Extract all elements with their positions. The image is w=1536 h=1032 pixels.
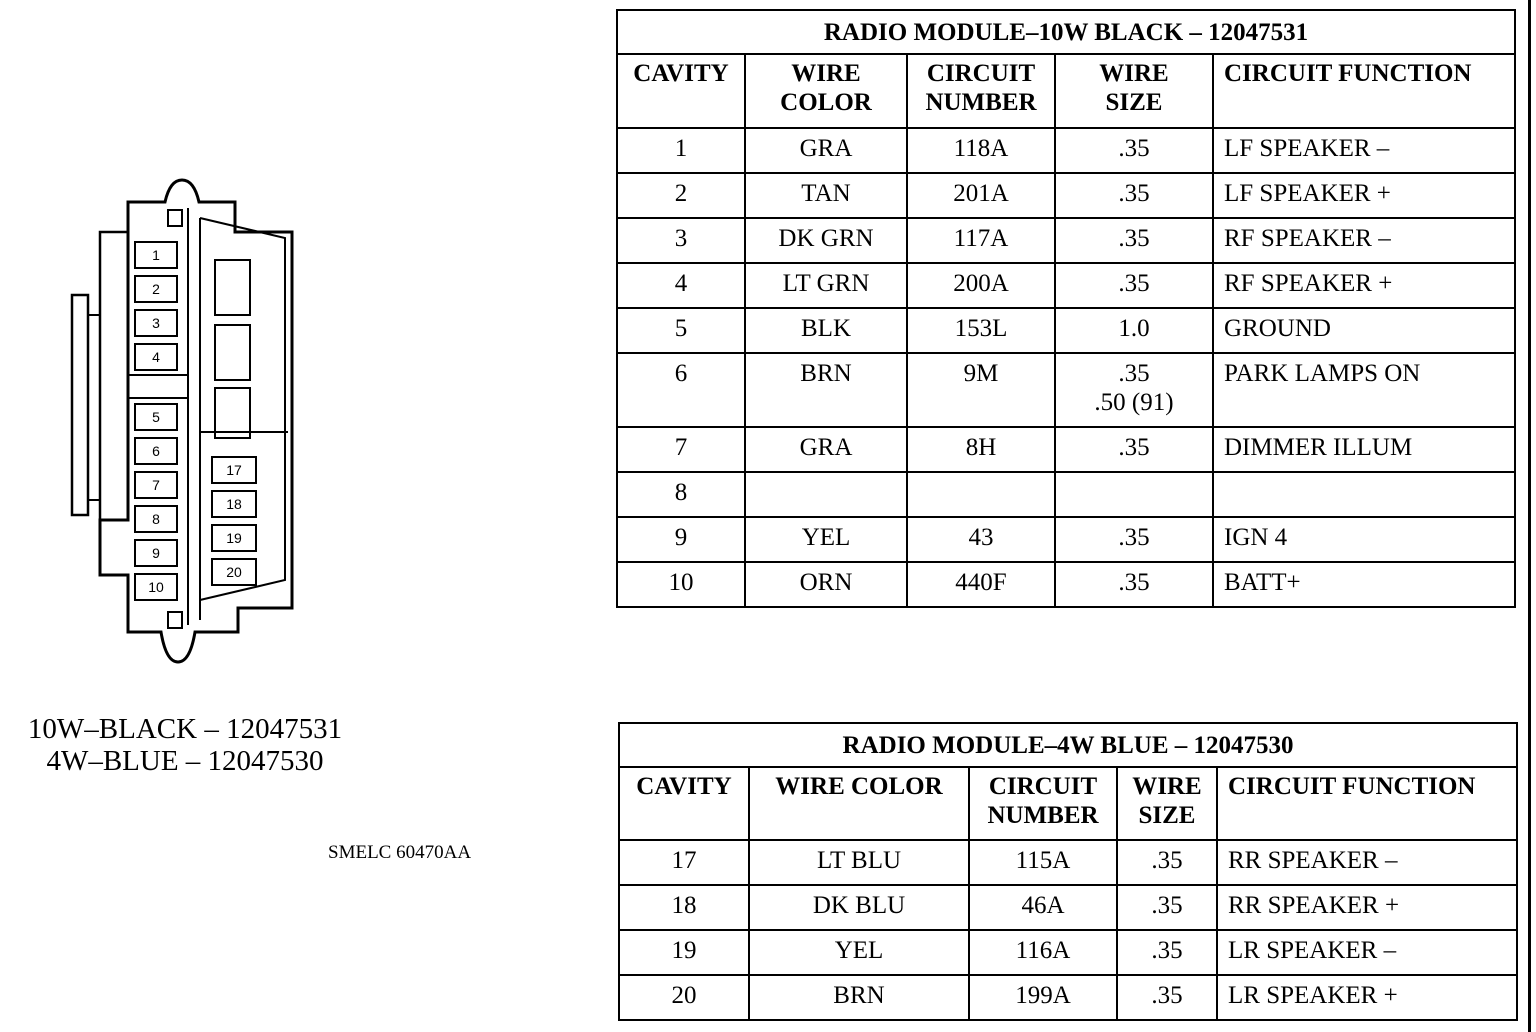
cell-circuit-number: 46A <box>969 885 1117 930</box>
cell-cavity: 18 <box>619 885 749 930</box>
cell-wire-size: .35 .50 (91) <box>1055 353 1213 427</box>
cell-cavity: 20 <box>619 975 749 1020</box>
table-row <box>617 517 1515 562</box>
connector-pin <box>135 540 177 566</box>
cell-circuit-function: LF SPEAKER – <box>1213 128 1515 173</box>
cell-wire-size: .35 <box>1055 128 1213 173</box>
cell-wire-size <box>1055 472 1213 517</box>
cell-wire-color: GRA <box>745 128 907 173</box>
table-row <box>617 472 1515 517</box>
cell-circuit-function: DIMMER ILLUM <box>1213 427 1515 472</box>
cell-wire-color: ORN <box>745 562 907 607</box>
cell-wire-size: .35 <box>1055 562 1213 607</box>
cell-wire-size: .35 <box>1117 885 1217 930</box>
cell-circuit-number: 117A <box>907 218 1055 263</box>
cell-wire-size: .35 <box>1055 517 1213 562</box>
table-row <box>619 840 1517 885</box>
cell-wire-size: .35 <box>1055 263 1213 308</box>
cell-wire-color: LT BLU <box>749 840 969 885</box>
cell-circuit-function: PARK LAMPS ON <box>1213 353 1515 427</box>
cell-circuit-number: 116A <box>969 930 1117 975</box>
cell-cavity: 3 <box>617 218 745 263</box>
connector-pin <box>135 404 177 430</box>
cell-circuit-function: GROUND <box>1213 308 1515 353</box>
connector-diagram <box>60 170 310 670</box>
cell-circuit-function: RR SPEAKER + <box>1217 885 1517 930</box>
cell-cavity: 7 <box>617 427 745 472</box>
cell-wire-color: BRN <box>745 353 907 427</box>
cell-wire-color: DK BLU <box>749 885 969 930</box>
connector-pin-label: 9 <box>152 545 160 561</box>
cell-circuit-function <box>1213 472 1515 517</box>
legend-4w-blue: 4W–BLUE – 12047530 <box>46 745 324 777</box>
connector-pin-label: 1 <box>152 247 160 263</box>
header-wire-size: WIRE SIZE <box>1117 767 1217 840</box>
cell-wire-color: DK GRN <box>745 218 907 263</box>
cell-wire-size: .35 <box>1117 840 1217 885</box>
connector-pin <box>135 242 177 268</box>
connector-pin <box>135 438 177 464</box>
cell-cavity: 10 <box>617 562 745 607</box>
table-row <box>617 128 1515 173</box>
cell-wire-color: YEL <box>749 930 969 975</box>
cell-circuit-function: BATT+ <box>1213 562 1515 607</box>
cell-circuit-number: 115A <box>969 840 1117 885</box>
cell-wire-color: YEL <box>745 517 907 562</box>
cell-cavity: 8 <box>617 472 745 517</box>
connector-pin-label: 18 <box>226 496 242 512</box>
connector-pin <box>135 310 177 336</box>
cell-wire-color: GRA <box>745 427 907 472</box>
header-wire-color: WIRE COLOR <box>749 767 969 840</box>
cell-wire-color: TAN <box>745 173 907 218</box>
connector-pin-label: 7 <box>152 477 160 493</box>
cell-cavity: 1 <box>617 128 745 173</box>
connector-pin <box>135 506 177 532</box>
cell-circuit-function: RR SPEAKER – <box>1217 840 1517 885</box>
cell-circuit-number: 43 <box>907 517 1055 562</box>
cell-circuit-number: 199A <box>969 975 1117 1020</box>
connector-pin <box>135 344 177 370</box>
cell-wire-size: 1.0 <box>1055 308 1213 353</box>
connector-pin-label: 5 <box>152 409 160 425</box>
cell-circuit-number: 9M <box>907 353 1055 427</box>
cell-circuit-number: 153L <box>907 308 1055 353</box>
cell-circuit-number: 118A <box>907 128 1055 173</box>
connector-pin-label: 19 <box>226 530 242 546</box>
cell-circuit-function: LR SPEAKER + <box>1217 975 1517 1020</box>
table-row <box>619 885 1517 930</box>
header-circuit-function: CIRCUIT FUNCTION <box>1213 54 1515 128</box>
connector-pin <box>212 457 256 483</box>
table-title: RADIO MODULE–4W BLUE – 12047530 <box>619 723 1517 767</box>
connector-pin-label: 20 <box>226 564 242 580</box>
cell-wire-size: .35 <box>1055 218 1213 263</box>
table-row <box>617 308 1515 353</box>
cell-circuit-function: RF SPEAKER – <box>1213 218 1515 263</box>
header-circuit-function: CIRCUIT FUNCTION <box>1217 767 1517 840</box>
connector-pin <box>212 525 256 551</box>
connector-pin <box>212 559 256 585</box>
cell-wire-color: BLK <box>745 308 907 353</box>
connector-pin-label: 3 <box>152 315 160 331</box>
header-cavity: CAVITY <box>619 767 749 840</box>
cell-wire-size: .35 <box>1055 427 1213 472</box>
cell-circuit-number <box>907 472 1055 517</box>
cell-circuit-number: 201A <box>907 173 1055 218</box>
table-row <box>617 173 1515 218</box>
connector-pin <box>212 491 256 517</box>
header-wire-color: WIRE COLOR <box>745 54 907 128</box>
cell-wire-color: LT GRN <box>745 263 907 308</box>
header-wire-size: WIRE SIZE <box>1055 54 1213 128</box>
table-10w-black <box>616 9 1516 608</box>
drawing-code: SMELC 60470AA <box>328 842 472 863</box>
cell-circuit-function: IGN 4 <box>1213 517 1515 562</box>
connector-pin <box>135 276 177 302</box>
table-title: RADIO MODULE–10W BLACK – 12047531 <box>617 10 1515 54</box>
connector-pin-label: 10 <box>148 579 164 595</box>
cell-cavity: 17 <box>619 840 749 885</box>
table-row <box>619 930 1517 975</box>
connector-pin-label: 8 <box>152 511 160 527</box>
connector-pin-label: 4 <box>152 349 160 365</box>
legend-10w-black: 10W–BLACK – 12047531 <box>27 713 343 745</box>
connector-pin-label: 6 <box>152 443 160 459</box>
table-row <box>617 562 1515 607</box>
table-row <box>617 353 1515 427</box>
cell-circuit-function: LF SPEAKER + <box>1213 173 1515 218</box>
cell-wire-size: .35 <box>1117 975 1217 1020</box>
cell-circuit-number: 8H <box>907 427 1055 472</box>
table-row <box>617 263 1515 308</box>
cell-cavity: 2 <box>617 173 745 218</box>
table-row <box>619 975 1517 1020</box>
cell-cavity: 5 <box>617 308 745 353</box>
cell-wire-color <box>745 472 907 517</box>
cell-circuit-number: 200A <box>907 263 1055 308</box>
cell-circuit-function: LR SPEAKER – <box>1217 930 1517 975</box>
cell-cavity: 19 <box>619 930 749 975</box>
cell-circuit-function: RF SPEAKER + <box>1213 263 1515 308</box>
cell-cavity: 9 <box>617 517 745 562</box>
table-row <box>617 427 1515 472</box>
cell-cavity: 6 <box>617 353 745 427</box>
page-edge-line <box>1528 0 1531 1032</box>
header-circuit-number: CIRCUIT NUMBER <box>907 54 1055 128</box>
cell-circuit-number: 440F <box>907 562 1055 607</box>
cell-wire-size: .35 <box>1055 173 1213 218</box>
table-4w-blue <box>618 722 1518 1021</box>
cell-wire-color: BRN <box>749 975 969 1020</box>
table-row <box>617 218 1515 263</box>
header-cavity: CAVITY <box>617 54 745 128</box>
connector-pin <box>135 472 177 498</box>
header-circuit-number: CIRCUIT NUMBER <box>969 767 1117 840</box>
cell-wire-size: .35 <box>1117 930 1217 975</box>
connector-pin-label: 2 <box>152 281 160 297</box>
connector-pin <box>135 574 177 600</box>
cell-cavity: 4 <box>617 263 745 308</box>
connector-pin-label: 17 <box>226 462 242 478</box>
